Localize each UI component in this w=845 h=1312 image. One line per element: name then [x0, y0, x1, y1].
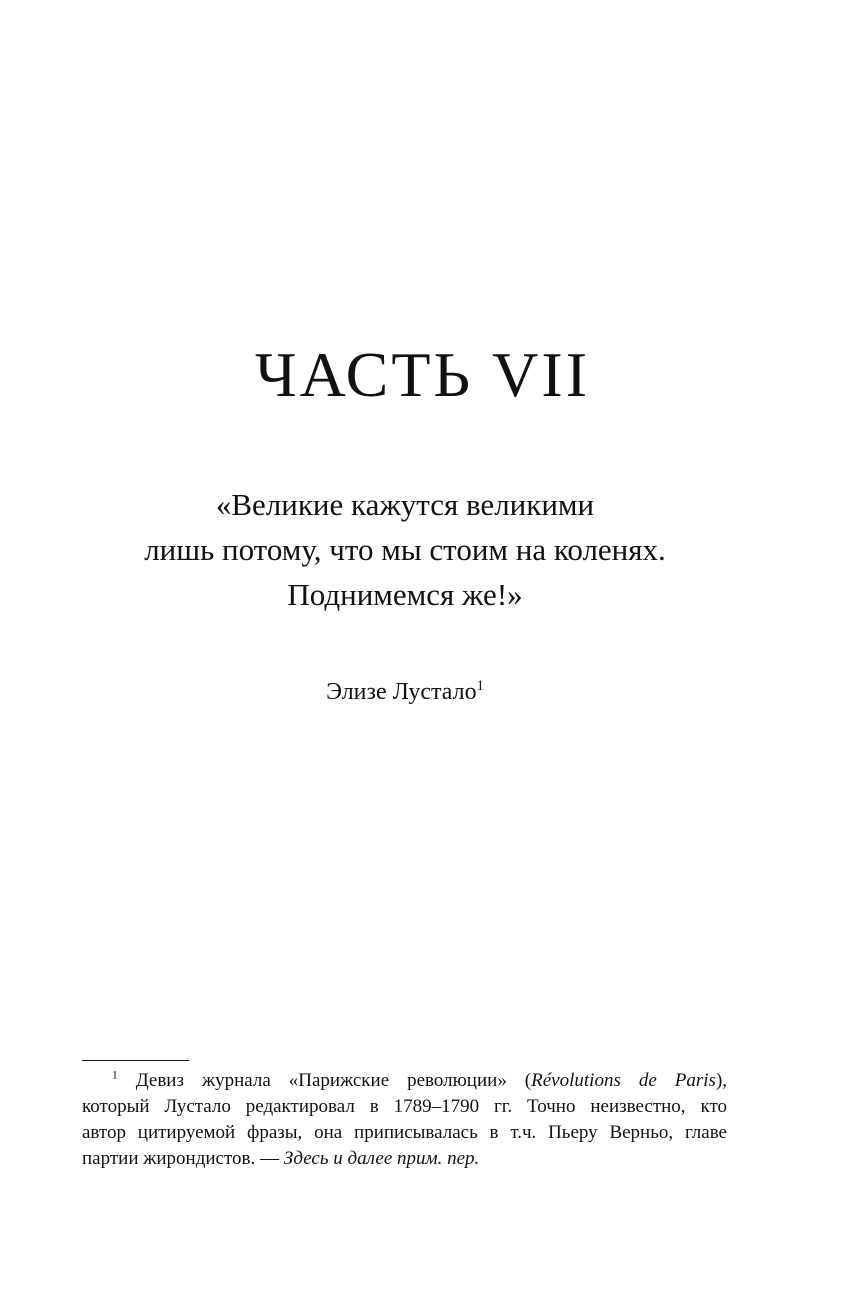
- footnote-line: [82, 1068, 727, 1094]
- footnote-marker: 1: [112, 1069, 118, 1082]
- epigraph: [0, 482, 810, 617]
- footnote-line: [82, 1146, 727, 1172]
- epigraph-line: лишь потому, что мы стоим на коленях.: [144, 532, 666, 567]
- footnote: [82, 1068, 727, 1172]
- footnote-reference[interactable]: 1: [476, 678, 484, 694]
- part-title: ЧАСТЬ VII: [255, 339, 590, 410]
- epigraph-author: Элизе Лустало: [326, 679, 477, 705]
- epigraph-line: «Великие кажутся великими: [215, 487, 595, 522]
- footnote-text: ),: [715, 1070, 728, 1091]
- footnote-line: который Лустало редактировал в 1789–1790 гг. Точно неизвестно, кто: [82, 1096, 727, 1117]
- footnote-journal-title: Révolutions de Paris: [531, 1070, 716, 1091]
- epigraph-attribution: [0, 676, 810, 708]
- footnote-line: автор цитируемой фразы, она приписывалась в т.ч. Пьеру Верньо, главе: [82, 1122, 727, 1143]
- footnote-text: партии жирондистов. —: [82, 1148, 284, 1169]
- footnote-divider: [82, 1060, 189, 1061]
- footnote-text: Девиз журнала «Парижские революции» (: [117, 1070, 532, 1091]
- epigraph-line: Поднимемся же!»: [287, 577, 523, 612]
- footnote-editor-note: Здесь и далее прим. пер.: [283, 1148, 480, 1169]
